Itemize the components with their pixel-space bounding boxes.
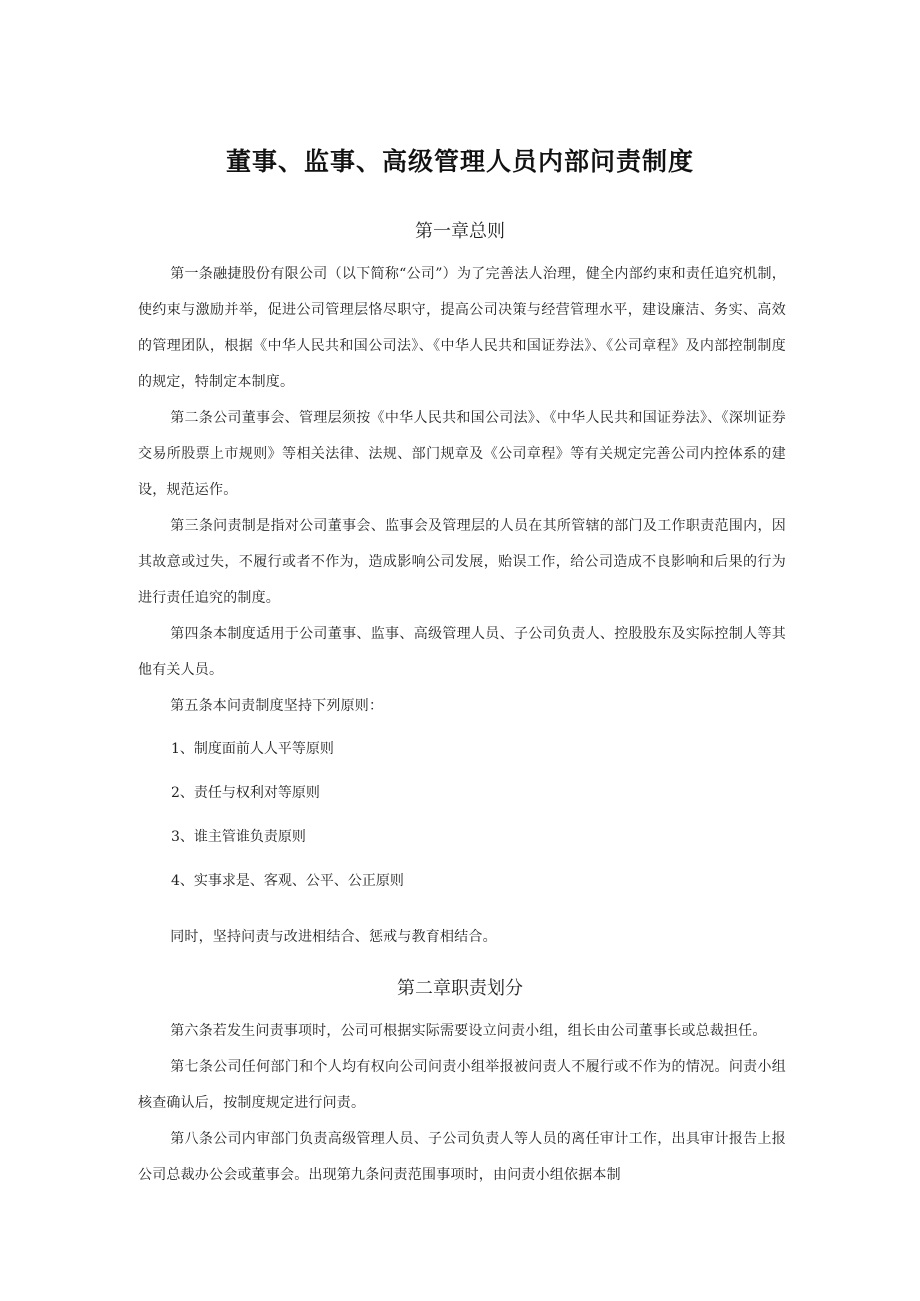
article-5: 第五条本问责制度坚持下列原则： [170,698,384,714]
chapter-2-heading: 第二章职责划分 [397,978,523,999]
article-3: 第三条问责制是指对公司董事会、监事会及管理层的人员在其所管辖的部门及工作职责范围内，因其故意或过失，不履行或者不作为，造成影响公司发展，贻误工作，给公司造成不良影响和后果的行为进行责任追究的制度。 [138,518,786,606]
article-2: 第二条公司董事会、管理层须按《中华人民共和国公司法》、《中华人民共和国证券法》、《深圳证券交易所股票上市规则》等相关法律、法规、部门规章及《公司章程》等有关规定完善公司内控体系的建设，规范运作。 [138,410,786,498]
article-1: 第一条融捷股份有限公司（以下简称“公司”）为了完善法人治理，健全内部约束和责任追究机制，使约束与激励并举，促进公司管理层恪尽职守，提高公司决策与经营管理水平，建设廉洁、务实、高效的管理团队，根据《中华人民共和国公司法》、《中华人民共和国证券法》、《公司章程》及内部控制制度的规定，特制定本制度。 [138,266,786,390]
principle-3: 3、谁主管谁负责原则 [171,829,306,845]
combination-statement: 同时，坚持问责与改进相结合、惩戒与教育相结合。 [170,929,497,945]
article-4: 第四条本制度适用于公司董事、监事、高级管理人员、子公司负责人、控股股东及实际控制人等其他有关人员。 [138,626,786,678]
document-title: 董事、监事、高级管理人员内部问责制度 [225,147,694,176]
article-6: 第六条若发生问责事项时，公司可根据实际需要设立问责小组，组长由公司董事长或总裁担任。 [170,1023,767,1039]
principle-1: 1、制度面前人人平等原则 [171,741,334,757]
chapter-1-heading: 第一章总则 [415,221,505,242]
article-8: 第八条公司内审部门负责高级管理人员、子公司负责人等人员的离任审计工作，出具审计报告上报公司总裁办公会或董事会。出现第九条问责范围事项时，由问责小组依据本制 [138,1131,786,1183]
principle-4: 4、实事求是、客观、公平、公正原则 [171,873,404,889]
article-7: 第七条公司任何部门和个人均有权向公司问责小组举报被问责人不履行或不作为的情况。问责小组核查确认后，按制度规定进行问责。 [138,1059,786,1111]
principle-2: 2、责任与权利对等原则 [171,785,320,801]
